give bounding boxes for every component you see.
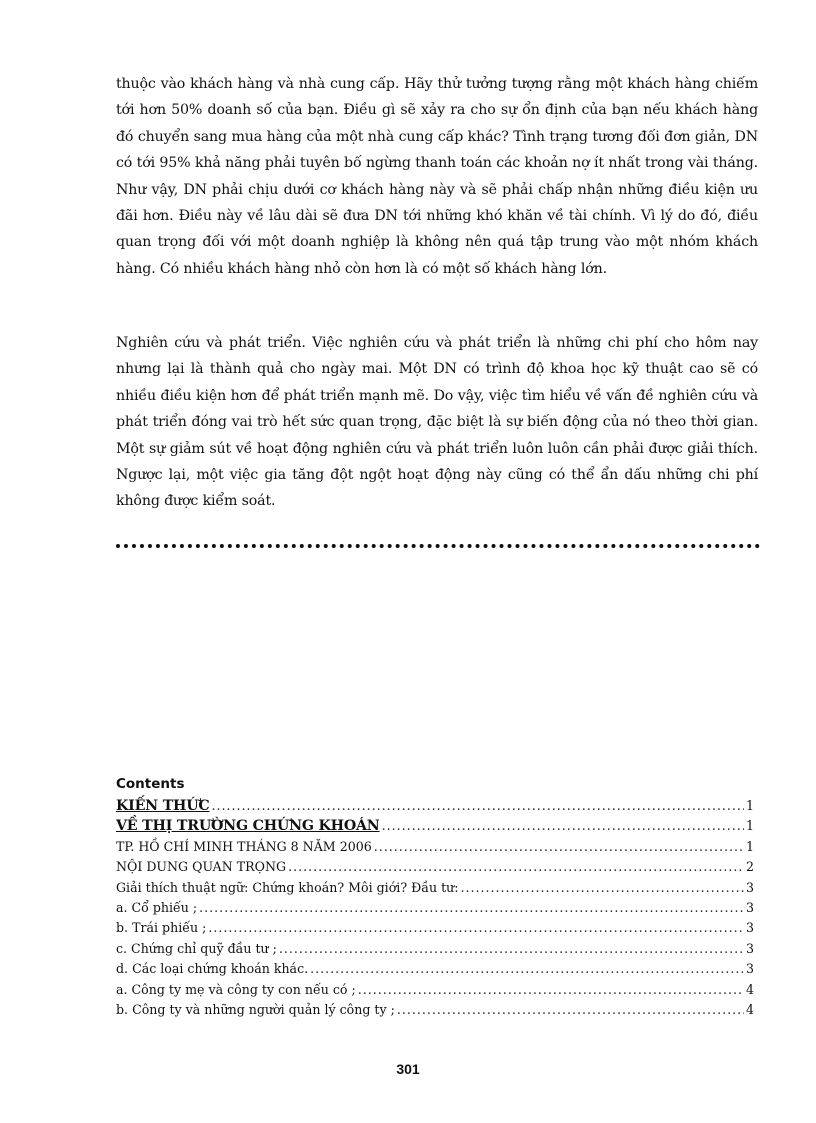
toc-entry[interactable] <box>116 961 754 981</box>
toc-entry[interactable] <box>116 920 754 940</box>
toc-page-number: 3 <box>745 920 754 936</box>
dotted-separator <box>116 544 760 548</box>
toc-leader-dots <box>358 982 744 997</box>
toc-page-number: 4 <box>745 1001 754 1017</box>
toc-title: Contents <box>116 776 185 792</box>
toc-entry-text: b. Công ty và những người quản lý công ty ; <box>116 1001 395 1017</box>
toc-page-number: 3 <box>745 879 754 895</box>
toc-page-number: 2 <box>745 859 754 875</box>
toc-leader-dots <box>212 798 744 813</box>
toc-leader-dots <box>208 920 744 935</box>
toc-entry-text: d. Các loại chứng khoán khác. <box>116 961 309 977</box>
toc-entry[interactable] <box>116 839 754 859</box>
toc-entry-text: c. Chứng chỉ quỹ đầu tư ; <box>116 940 277 956</box>
toc-entry[interactable] <box>116 1002 754 1022</box>
toc-page-number: 4 <box>745 981 754 997</box>
toc-page-number: 3 <box>745 961 754 977</box>
toc-leader-dots <box>374 839 744 854</box>
toc-entry-text: VỀ THỊ TRƯỜNG CHỨNG KHOÁN <box>116 818 380 835</box>
toc-entry-text: KIẾN THỨC <box>116 798 210 814</box>
page-number: 301 <box>396 1061 420 1077</box>
toc-entry[interactable] <box>116 982 754 1002</box>
toc-page-number: 1 <box>745 818 754 834</box>
toc-entry[interactable] <box>116 818 754 838</box>
toc-page-number: 1 <box>745 838 754 854</box>
toc-entry[interactable] <box>116 941 754 961</box>
toc-entry-text: TP. HỒ CHÍ MINH THÁNG 8 NĂM 2006 <box>116 838 372 854</box>
toc-leader-dots <box>199 900 744 915</box>
toc-entry-text: NỘI DUNG QUAN TRỌNG <box>116 859 287 875</box>
toc-entry-text: b. Trái phiếu ; <box>116 920 207 936</box>
toc-leader-dots <box>288 859 744 874</box>
toc-entry[interactable] <box>116 880 754 900</box>
toc-leader-dots <box>461 880 744 895</box>
toc-leader-dots <box>397 1002 744 1017</box>
toc-page-number: 1 <box>745 798 754 813</box>
toc-page-number: 3 <box>745 899 754 915</box>
toc-entry-text: a. Cổ phiếu ; <box>116 899 198 915</box>
toc-leader-dots <box>382 818 744 833</box>
table-of-contents <box>116 798 754 1022</box>
toc-entry-text: a. Công ty mẹ và công ty con nếu có ; <box>116 981 356 997</box>
body-paragraph: thuộc vào khách hàng và nhà cung cấp. Hãy thử tưởng tượng rằng một khách hàng chiếm tới hơn 50% doanh số của bạn. Điều gì sẽ xảy ra cho sự ổn định của bạn nếu khách hàng đó chuyển sang mua hàng của một nhà cung cấp khác? Tình trạng tương đối đơn giản, DN có tới 95% khả năng phải tuyên bố ngừng thanh toán các khoản nợ ít nhất trong vài tháng. Như vậy, DN phải chịu dưới cơ khách hàng này và sẽ phải chấp nhận những điều kiện ưu đãi hơn. Điều này về lâu dài sẽ đưa DN tới những khó khăn về tài chính. Vì lý do đó, điều quan trọng đối với một doanh nghiệp là không nên quá tập trung vào một nhóm khách hàng. Có nhiều khách hàng nhỏ còn hơn là có một số khách hàng lớn. <box>116 76 758 277</box>
toc-leader-dots <box>279 941 744 956</box>
toc-entry-text: Giải thích thuật ngữ: Chứng khoán? Môi giới? Đầu tư: <box>116 879 459 895</box>
toc-entry[interactable] <box>116 859 754 879</box>
body-paragraph: Nghiên cứu và phát triển. Việc nghiên cứu và phát triển là những chi phí cho hôm nay nhưng lại là thành quả cho ngày mai. Một DN có trình độ khoa học kỹ thuật cao sẽ có nhiều điều kiện hơn để phát triển mạnh mẽ. Do vậy, việc tìm hiểu về vấn đề nghiên cứu và phát triển đóng vai trò hết sức quan trọng, đặc biệt là sự biến động của nó theo thời gian. Một sự giảm sút về hoạt động nghiên cứu và phát triển luôn luôn cần phải được giải thích. Ngược lại, một việc gia tăng đột ngột hoạt động này cũng có thể ẩn dấu những chi phí không được kiểm soát. <box>116 335 758 510</box>
toc-entry[interactable] <box>116 900 754 920</box>
toc-leader-dots <box>310 961 744 976</box>
toc-entry[interactable] <box>116 798 754 818</box>
toc-page-number: 3 <box>745 940 754 956</box>
